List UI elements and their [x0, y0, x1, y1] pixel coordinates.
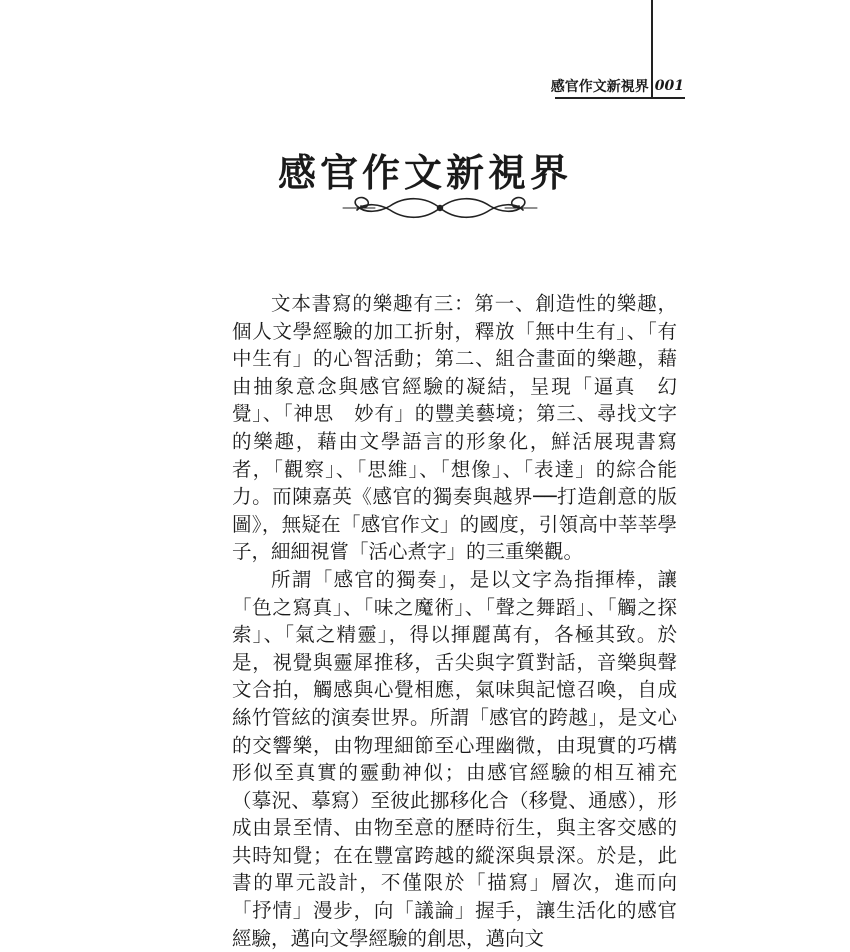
decorative-flourish-icon — [335, 192, 545, 224]
chapter-title: 感官作文新視界 — [277, 150, 572, 195]
running-header — [550, 76, 684, 96]
header-horizontal-rule — [555, 97, 685, 99]
page-number: 001 — [654, 78, 684, 94]
paragraph-1: 文本書寫的樂趣有三：第一、創造性的樂趣，個人文學經驗的加工折射，釋放「無中生有」、「有中生有」的心智活動；第二、組合畫面的樂趣，藉由抽象意念與感官經驗的凝結，呈現「逼真 幻覺」、「神思 妙有」的豐美藝境；第三、尋找文字的樂趣，藉由文學語言的形象化，鮮活展現書寫者，「觀察」、「思維」、「想像」、「表達」的綜合能力。而陳嘉英《感官的獨奏與越界──打造創意的版圖》，無疑在「感官作文」的國度，引領高中莘莘學子，細細視嘗「活心煮字」的三重樂觀。 — [232, 292, 677, 564]
running-header-title: 感官作文新視界 — [550, 79, 649, 95]
body-text — [232, 290, 677, 952]
paragraph-2: 所謂「感官的獨奏」，是以文字為指揮棒，讓「色之寫真」、「味之魔術」、「聲之舞蹈」、「觸之探索」、「氣之精靈」，得以揮麗萬有，各極其致。於是，視覺與靈犀推移，舌尖與字質對話，音樂與聲文合拍，觸感與心覺相應，氣味與記憶召喚，自成絲竹管絃的演奏世界。所謂「感官的跨越」，是文心的交響樂，由物理細節至心理幽微，由現實的巧構形似至真實的靈動神似；由感官經驗的相互補充（摹況、摹寫）至彼此挪移化合（移覺、通感），形成由景至情、由物至意的歷時衍生，與主客交感的共時知覺；在在豐富跨越的縱深與景深。於是，此書的單元設計，不僅限於「描寫」層次，進而向「抒情」漫步，向「議論」握手，讓生活化的感官經驗，邁向文學經驗的創思，邁向文 — [232, 567, 677, 950]
